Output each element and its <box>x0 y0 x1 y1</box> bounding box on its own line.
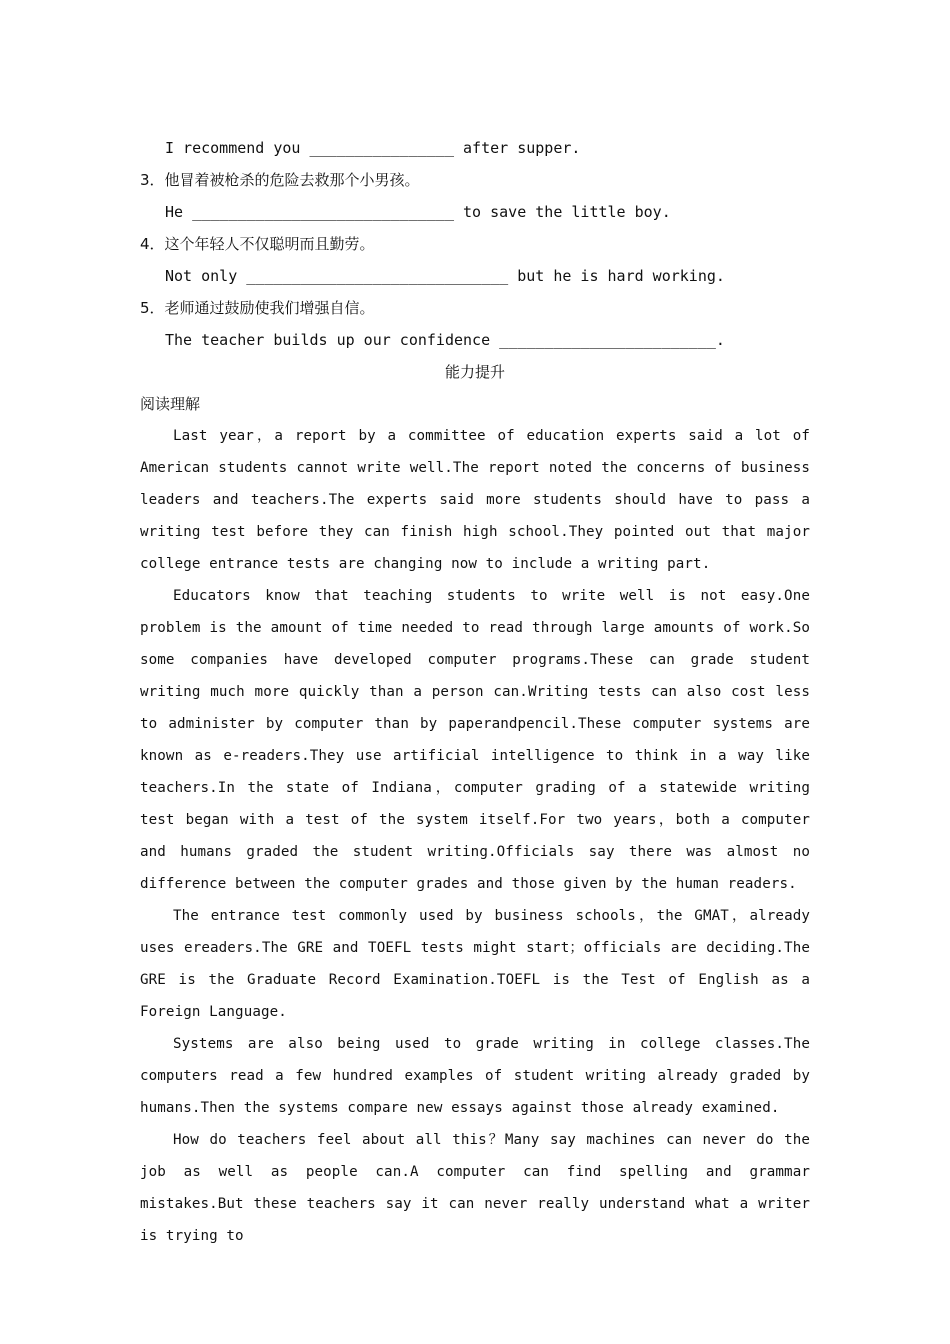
reading-paragraph-2: Educators know that teaching students to write well is not easy.One problem is the amount of time needed to read through large amounts of work.So some companies have developed computer programs.These can grade student writing much more quickly than a person can.Writing tests can also cost less to administer by computer than by paperandpencil.These computer systems are known as e-readers.They use artificial intelligence to think in a way like teachers.In the state of Indiana，computer grading of a statewide writing test began with a test of the system itself.For two years，both a computer and humans graded the student writing.Officials say there was almost no difference between the computer grades and those given by the human readers. <box>140 588 810 892</box>
question-5-english: The teacher builds up our confidence ________________________. <box>165 331 725 349</box>
section-subtitle: 阅读理解 <box>140 395 201 413</box>
reading-paragraph-1: Last year，a report by a committee of education experts said a lot of American students cannot write well.The report noted the concerns of business leaders and teachers.The experts said more students should have to pass a writing test before they can finish high school.They pointed out that major college entrance tests are changing now to include a writing part. <box>140 428 810 572</box>
question-4-english: Not only _____________________________ but he is hard working. <box>165 267 725 285</box>
question-3-english: He _____________________________ to save the little boy. <box>165 203 671 221</box>
reading-paragraph-5: How do teachers feel about all this？Many say machines can never do the job as well as people can.A computer can find spelling and grammar mistakes.But these teachers say it can never really understand what a writer is trying to <box>140 1132 810 1244</box>
exercise-line-recommend: I recommend you ________________ after supper. <box>165 139 581 157</box>
section-title: 能力提升 <box>444 363 505 381</box>
question-5-chinese: 5．老师通过鼓励使我们增强自信。 <box>140 299 375 317</box>
document-page <box>140 132 810 1252</box>
question-3-chinese: 3．他冒着被枪杀的危险去救那个小男孩。 <box>140 171 420 189</box>
reading-paragraph-4: Systems are also being used to grade writing in college classes.The computers read a few hundred examples of student writing already graded by humans.Then the systems compare new essays against those already examined. <box>140 1036 810 1116</box>
question-4-chinese: 4．这个年轻人不仅聪明而且勤劳。 <box>140 235 375 253</box>
reading-paragraph-3: The entrance test commonly used by business schools，the GMAT，already uses ereaders.The GRE and TOEFL tests might start；officials are deciding.The GRE is the Graduate Record Examination.TOEFL is the Test of English as a Foreign Language. <box>140 908 810 1020</box>
